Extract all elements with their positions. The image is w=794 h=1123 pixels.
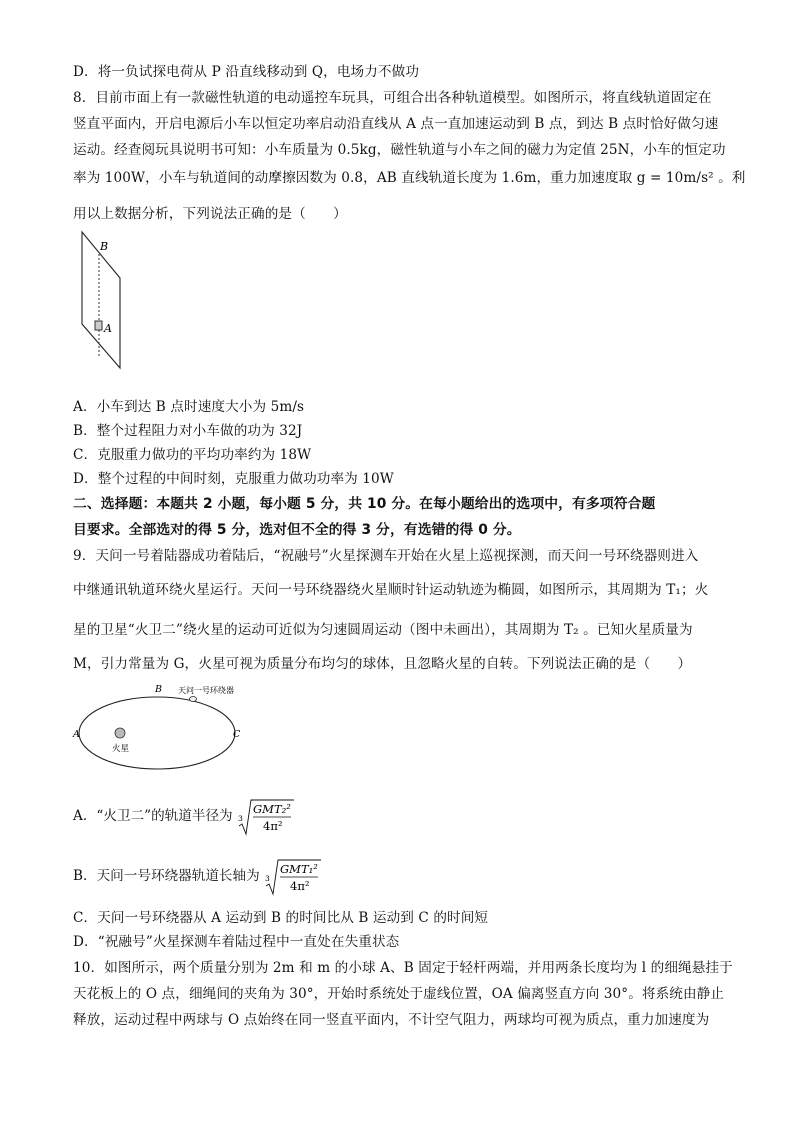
cube-root-formula-a <box>237 797 295 837</box>
q9-option-b-text: B．天问一号环绕器轨道长轴为 <box>73 868 260 884</box>
q9-orbit-figure <box>70 682 270 782</box>
q9-option-d: D．“祝融号”火星探测车着陆过程中一直处在失重状态 <box>73 934 400 950</box>
q8-option-d: D．整个过程的中间时刻，克服重力做功功率为 10W <box>73 471 394 487</box>
q9-stem-line-2: 中继通讯轨道环绕火星运行。天问一号环绕器绕火星顺时针运动轨迹为椭圆，如图所示，其周期为 T₁；火 <box>73 582 709 598</box>
q10-stem-line-2: 天花板上的 O 点，细绳间的夹角为 30°，开始时系统处于虚线位置，OA 偏离竖直方向 30°。将系统由静止 <box>73 986 725 1002</box>
toy-car <box>95 321 102 330</box>
label-a: A <box>73 729 80 740</box>
q8-stem-line-4: 率为 100W，小车与轨道间的动摩擦因数为 0.8，AB 直线轨道长度为 1.6m，重力加速度取 g = 10m/s² 。利 <box>73 170 746 186</box>
q8-stem-line-3: 运动。经查阅玩具说明书可知：小车质量为 0.5kg，磁性轨道与小车之间的磁力为定值 25N，小车的恒定功 <box>73 142 726 158</box>
root-index: 3 <box>237 813 243 823</box>
mars-planet <box>115 728 125 738</box>
cube-root-formula-b <box>264 857 322 897</box>
label-c: C <box>233 729 241 740</box>
elliptical-orbit <box>79 697 235 769</box>
q9-option-a-text: A．“火卫二”的轨道半径为 <box>73 808 233 824</box>
q10-stem-line-1: 10．如图所示，两个质量分别为 2m 和 m 的小球 A、B 固定于轻杆两端，并用两条长度均为 l 的细绳悬挂于 <box>73 960 733 976</box>
numerator: GMT₂² <box>252 801 291 816</box>
q9-option-b <box>73 856 322 896</box>
q8-track-figure <box>78 228 128 374</box>
q7-option-d: D．将一负试探电荷从 P 沿直线移动到 Q，电场力不做功 <box>73 64 420 80</box>
q9-stem-line-1: 9．天问一号着陆器成功着陆后，“祝融号”火星探测车开始在火星上巡视探测，而天问一号环绕器则进入 <box>73 548 699 564</box>
q9-stem-line-4: M，引力常量为 G，火星可视为质量分布均匀的球体，且忽略火星的自转。下列说法正确的是（ ） <box>73 656 692 672</box>
label-a: A <box>104 322 112 335</box>
section-2-heading-line-1: 二、选择题：本题共 2 小题，每小题 5 分，共 10 分。在每小题给出的选项中，有多项符合题 <box>73 496 656 512</box>
denominator: 4π² <box>262 818 283 833</box>
orbiter-icon <box>190 697 197 702</box>
q10-stem-line-3: 释放，运动过程中两球与 O 点始终在同一竖直平面内，不计空气阻力，两球均可视为质点，重力加速度为 <box>73 1012 710 1028</box>
section-2-heading-line-2: 目要求。全部选对的得 5 分，选对但不全的得 3 分，有选错的得 0 分。 <box>73 522 521 538</box>
q8-option-a: A．小车到达 B 点时速度大小为 5m/s <box>73 399 305 415</box>
numerator: GMT₁² <box>280 861 318 876</box>
label-mars: 火星 <box>112 744 130 754</box>
q8-option-c: C．克服重力做功的平均功率约为 18W <box>73 447 312 463</box>
q9-option-a <box>73 796 295 836</box>
denominator: 4π² <box>290 878 310 893</box>
q9-option-c: C．天问一号环绕器从 A 运动到 B 的时间比从 B 运动到 C 的时间短 <box>73 910 489 926</box>
root-index: 3 <box>265 873 270 883</box>
q8-option-b: B．整个过程阻力对小车做的功为 32J <box>73 423 303 439</box>
label-b: B <box>155 684 162 695</box>
label-b: B <box>100 240 109 253</box>
q8-stem-line-1: 8．目前市面上有一款磁性轨道的电动遥控车玩具，可组合出各种轨道模型。如图所示，将直线轨道固定在 <box>73 90 712 106</box>
q8-stem-line-5: 用以上数据分析，下列说法正确的是（ ） <box>73 206 347 222</box>
q9-stem-line-3: 星的卫星“火卫二”绕火星的运动可近似为匀速圆周运动（图中未画出），其周期为 T₂ 。已知火星质量为 <box>73 622 693 638</box>
label-orbiter: 天问一号环绕器 <box>178 686 234 695</box>
q8-stem-line-2: 竖直平面内，开启电源后小车以恒定功率启动沿直线从 A 点一直加速运动到 B 点，到达 B 点时恰好做匀速 <box>73 116 719 132</box>
